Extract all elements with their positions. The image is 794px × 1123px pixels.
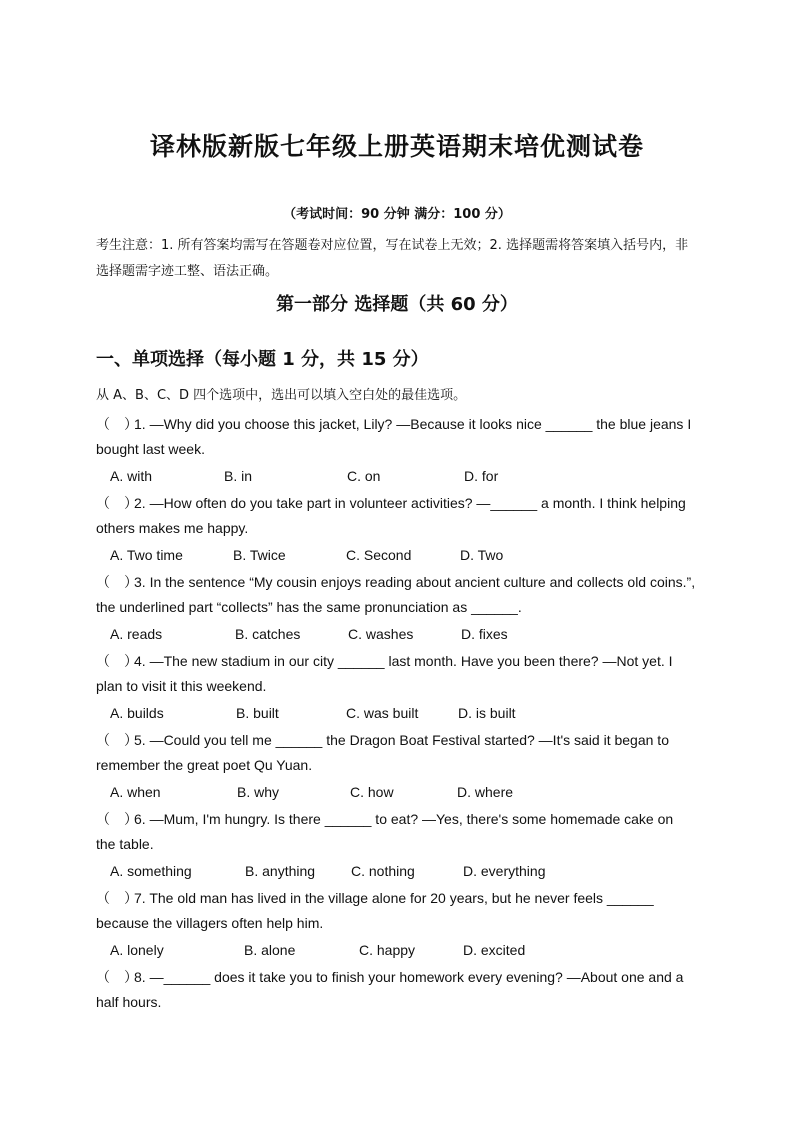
- answer-bracket[interactable]: （ ）: [96, 416, 138, 432]
- question-list: [96, 412, 696, 1015]
- option-b[interactable]: B. alone: [244, 942, 296, 958]
- question-stem: 8. —______ does it take you to finish your homework every evening? —About one and a half hours.: [96, 969, 684, 1010]
- answer-bracket[interactable]: （ ）: [96, 653, 138, 669]
- option-b[interactable]: B. anything: [245, 863, 316, 879]
- option-a[interactable]: A. when: [110, 784, 161, 800]
- question-stem: 2. —How often do you take part in volunteer activities? —______ a month. I think helping others makes me happy.: [96, 495, 686, 536]
- option-b[interactable]: B. Twice: [233, 547, 286, 563]
- question-8: [96, 965, 696, 1015]
- option-a[interactable]: A. builds: [110, 705, 164, 721]
- option-d[interactable]: D. Two: [460, 547, 504, 563]
- option-d[interactable]: D. for: [464, 468, 499, 484]
- option-c[interactable]: C. washes: [348, 626, 414, 642]
- question-stem: 7. The old man has lived in the village alone for 20 years, but he never feels ______ because the villagers often help him.: [96, 890, 654, 931]
- option-a[interactable]: A. Two time: [110, 547, 183, 563]
- question-stem: 4. —The new stadium in our city ______ last month. Have you been there? —Not yet. I plan to visit it this weekend.: [96, 653, 673, 694]
- option-c[interactable]: C. was built: [346, 705, 419, 721]
- question-4: [96, 649, 696, 728]
- option-a[interactable]: A. lonely: [110, 942, 164, 958]
- option-d[interactable]: D. fixes: [461, 626, 508, 642]
- answer-bracket[interactable]: （ ）: [96, 890, 138, 906]
- option-row: [96, 699, 696, 728]
- option-a[interactable]: A. reads: [110, 626, 163, 642]
- question-stem: 3. In the sentence “My cousin enjoys reading about ancient culture and collects old coins.”, the underlined part “collects” has the same pronunciation as ______.: [96, 574, 696, 615]
- question-6: [96, 807, 696, 886]
- option-b[interactable]: B. in: [224, 468, 253, 484]
- option-c[interactable]: C. on: [347, 468, 381, 484]
- option-row: [96, 936, 696, 965]
- exam-time-score: （考试时间：90 分钟 满分：100 分）: [283, 207, 511, 222]
- option-d[interactable]: D. is built: [458, 705, 516, 721]
- option-b[interactable]: B. catches: [235, 626, 301, 642]
- part-one-title: 第一部分 选择题（共 60 分）: [276, 294, 518, 315]
- question-stem: 6. —Mum, I'm hungry. Is there ______ to eat? —Yes, there's some homemade cake on the table.: [96, 811, 674, 852]
- question-3: [96, 570, 696, 649]
- question-2: [96, 491, 696, 570]
- answer-bracket[interactable]: （ ）: [96, 732, 138, 748]
- option-d[interactable]: D. where: [457, 784, 514, 800]
- option-row: [96, 857, 696, 886]
- option-b[interactable]: B. why: [237, 784, 280, 800]
- option-c[interactable]: C. Second: [346, 547, 412, 563]
- section-instruction: 从 A、B、C、D 四个选项中，选出可以填入空白处的最佳选项。: [96, 388, 467, 403]
- answer-bracket[interactable]: （ ）: [96, 969, 138, 985]
- exam-title: 译林版新版七年级上册英语期末培优测试卷: [149, 132, 644, 161]
- question-5: [96, 728, 696, 807]
- option-a[interactable]: A. something: [110, 863, 192, 879]
- answer-bracket[interactable]: （ ）: [96, 495, 138, 511]
- option-row: [96, 620, 696, 649]
- option-c[interactable]: C. happy: [359, 942, 416, 958]
- option-d[interactable]: D. excited: [463, 942, 526, 958]
- option-row: [96, 462, 696, 491]
- candidate-notice: 考生注意：1. 所有答案均需写在答题卷对应位置，写在试卷上无效；2. 选择题需将答案填入括号内，非选择题需字迹工整、语法正确。: [96, 238, 689, 279]
- section-one-title: 一、单项选择（每小题 1 分，共 15 分）: [96, 349, 429, 370]
- answer-bracket[interactable]: （ ）: [96, 574, 138, 590]
- option-c[interactable]: C. how: [350, 784, 394, 800]
- answer-bracket[interactable]: （ ）: [96, 811, 138, 827]
- question-stem: 1. —Why did you choose this jacket, Lily? —Because it looks nice ______ the blue jeans I bought last week.: [96, 416, 692, 457]
- option-b[interactable]: B. built: [236, 705, 279, 721]
- option-d[interactable]: D. everything: [463, 863, 546, 879]
- question-1: [96, 412, 696, 491]
- option-row: [96, 541, 696, 570]
- question-7: [96, 886, 696, 965]
- option-row: [96, 778, 696, 807]
- option-c[interactable]: C. nothing: [351, 863, 415, 879]
- question-stem: 5. —Could you tell me ______ the Dragon Boat Festival started? —It's said it began to remember the great poet Qu Yuan.: [96, 732, 669, 773]
- option-a[interactable]: A. with: [110, 468, 153, 484]
